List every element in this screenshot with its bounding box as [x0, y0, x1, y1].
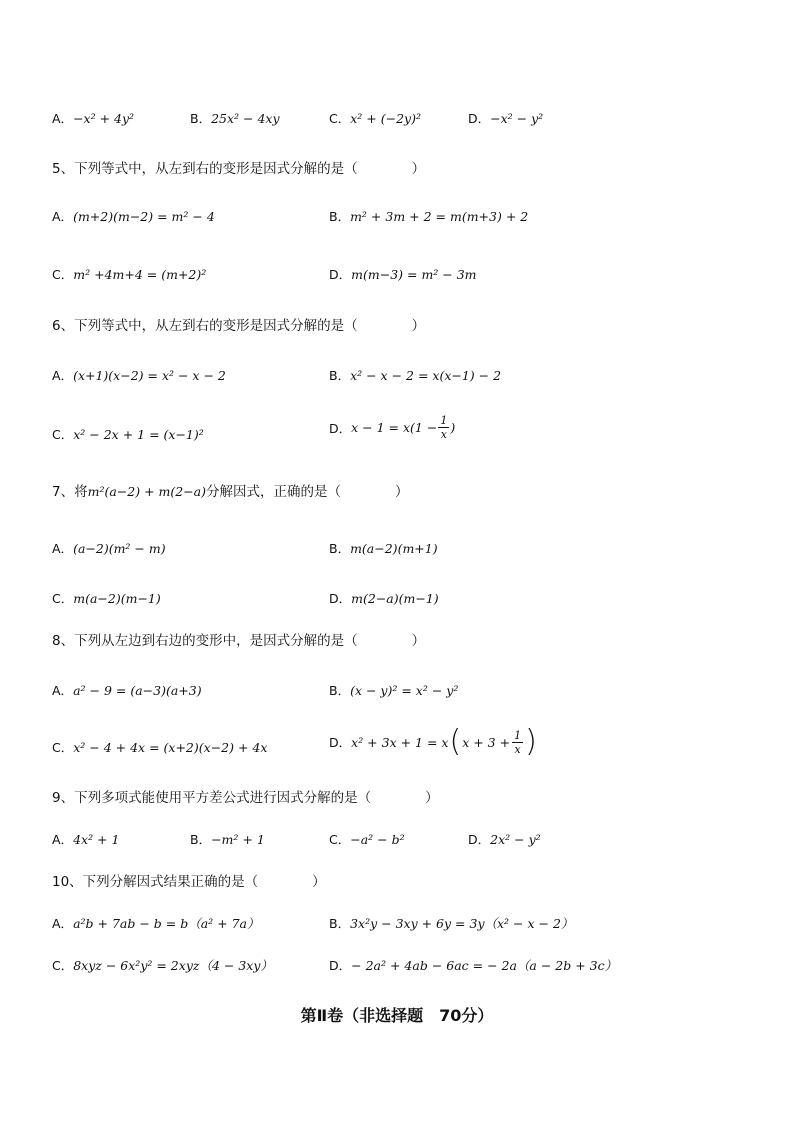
option-label: C． [52, 427, 74, 442]
option-expr: x² − x − 2 = x(x−1) − 2 [350, 368, 502, 383]
option-expr: a² − 9 = (a−3)(a+3) [73, 683, 202, 698]
q6-option-c [52, 425, 204, 443]
option-label: A． [52, 683, 74, 698]
q8-option-b [329, 681, 458, 699]
option-expr: −x² + 4y² [73, 111, 135, 126]
option-label: A． [52, 209, 74, 224]
q5-option-a [52, 207, 215, 225]
option-label: C． [52, 267, 74, 282]
question-7-stem [52, 480, 409, 500]
stem-expr: m²(a−2) + m(2−a) [87, 484, 206, 499]
big-close-paren: ) [525, 724, 537, 759]
option-expr: −a² − b² [350, 832, 405, 847]
option-label: C． [52, 591, 74, 606]
close-paren: ) [450, 420, 456, 435]
q6-option-d [329, 414, 455, 441]
q8-option-d [329, 724, 537, 759]
question-8-stem: 8、下列从左边到右边的变形中，是因式分解的是（ ） [52, 633, 426, 649]
option-expr: 25x² − 4xy [211, 111, 280, 126]
option-label: A． [52, 541, 74, 556]
q10-option-b [329, 914, 573, 932]
option-label: B． [329, 541, 351, 556]
option-expr: 8xyz − 6x²y² = 2xyz（4 − 3xy） [73, 958, 273, 973]
option-expr: (x − y)² = x² − y² [350, 683, 459, 698]
option-expr: 2x² − y² [490, 832, 541, 847]
option-label: D． [329, 267, 352, 282]
option-label: B． [329, 916, 351, 931]
option-expr: 3x²y − 3xy + 6y = 3y（x² − x − 2） [350, 916, 574, 931]
q4-option-b [190, 109, 280, 127]
option-label: D． [468, 111, 491, 126]
q5-option-d [329, 265, 477, 283]
question-5-stem: 5、下列等式中，从左到右的变形是因式分解的是（ ） [52, 161, 426, 177]
option-expr: m(a−2)(m+1) [350, 541, 438, 556]
option-label: A． [52, 832, 74, 847]
option-expr: x² + (−2y)² [350, 111, 421, 126]
option-label: C． [52, 958, 74, 973]
fraction-numerator: 1 [440, 414, 448, 427]
option-expr: −x² − y² [490, 111, 544, 126]
q5-option-c [52, 265, 206, 283]
option-label: B． [329, 368, 351, 383]
option-label: C． [329, 832, 351, 847]
q7-option-b [329, 539, 438, 557]
q8-option-a [52, 681, 202, 699]
option-expr: m(a−2)(m−1) [73, 591, 161, 606]
option-expr: x² − 2x + 1 = (x−1)² [73, 427, 204, 442]
option-label: D． [329, 420, 352, 436]
option-label: B． [190, 111, 212, 126]
q10-option-a [52, 914, 260, 932]
option-expr: x − 1 = x(1 − [351, 420, 438, 435]
inner-expr: x + 3 + [462, 734, 511, 750]
option-expr: − 2a² + 4ab − 6ac = − 2a（a − 2b + 3c） [351, 958, 618, 973]
option-expr: m(m−3) = m² − 3m [351, 267, 477, 282]
option-expr: 4x² + 1 [73, 832, 120, 847]
question-10-stem: 10、下列分解因式结果正确的是（ ） [52, 874, 326, 890]
fraction [512, 729, 523, 756]
q6-option-b [329, 366, 501, 384]
q7-option-a [52, 539, 166, 557]
q4-option-a [52, 109, 134, 127]
q10-option-c [52, 956, 273, 974]
option-expr: m(2−a)(m−1) [351, 591, 439, 606]
q5-option-b [329, 207, 528, 225]
fraction-denominator: x [440, 428, 447, 441]
option-expr: −m² + 1 [211, 832, 265, 847]
q9-option-b [190, 830, 265, 848]
option-label: B． [329, 209, 351, 224]
option-expr: (a−2)(m² − m) [73, 541, 166, 556]
q4-option-c [329, 109, 421, 127]
q9-option-c [329, 830, 405, 848]
option-label: D． [329, 591, 352, 606]
q9-option-d [468, 830, 541, 848]
option-expr: m² +4m+4 = (m+2)² [73, 267, 207, 282]
option-label: A． [52, 916, 74, 931]
option-expr: (m+2)(m−2) = m² − 4 [73, 209, 215, 224]
option-label: A． [52, 368, 74, 383]
option-expr: (x+1)(x−2) = x² − x − 2 [73, 368, 226, 383]
q7-option-d [329, 589, 439, 607]
option-expr: a²b + 7ab − b = b（a² + 7a） [73, 916, 260, 931]
q6-option-a [52, 366, 226, 384]
question-9-stem: 9、下列多项式能使用平方差公式进行因式分解的是（ ） [52, 790, 439, 806]
option-label: D． [468, 832, 491, 847]
option-expr: x² + 3x + 1 = x [351, 734, 449, 750]
fraction-numerator: 1 [514, 728, 522, 742]
q4-option-d [468, 109, 543, 127]
option-label: B． [329, 683, 351, 698]
q8-option-c [52, 738, 267, 756]
big-open-paren: ( [449, 724, 462, 759]
option-label: D． [329, 958, 352, 973]
option-label: C． [52, 740, 74, 755]
stem-prefix: 7、将 [52, 484, 88, 500]
option-expr: x² − 4 + 4x = (x+2)(x−2) + 4x [73, 740, 268, 755]
option-label: B． [190, 832, 212, 847]
q9-option-a [52, 830, 119, 848]
q7-option-c [52, 589, 161, 607]
stem-suffix: 分解因式，正确的是（ ） [206, 484, 409, 500]
fraction-denominator: x [514, 742, 521, 756]
option-expr: m² + 3m + 2 = m(m+3) + 2 [350, 209, 529, 224]
option-label: C． [329, 111, 351, 126]
option-label: A． [52, 111, 74, 126]
q10-option-d [329, 956, 617, 974]
question-6-stem: 6、下列等式中，从左到右的变形是因式分解的是（ ） [52, 318, 426, 334]
fraction [438, 414, 449, 441]
section-title: 第Ⅱ卷（非选择题 70分） [300, 1006, 494, 1025]
option-label: D． [329, 735, 352, 750]
